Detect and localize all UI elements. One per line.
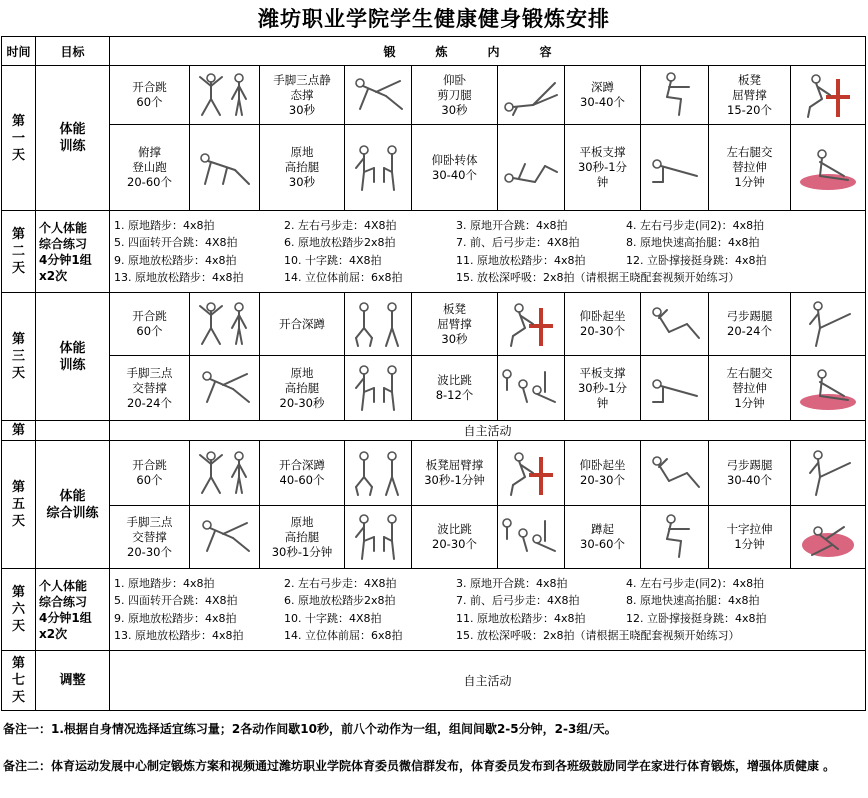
drill-item: 14. 立位体前屈：6x8拍 — [284, 271, 403, 284]
exercise-image — [498, 66, 565, 125]
day-label-d6: 第 六 天 — [2, 569, 36, 651]
plank-icon — [643, 142, 707, 194]
exercise-name: 板凳 屈臂撑 15-20个 — [709, 66, 791, 125]
exercise-image — [641, 356, 709, 421]
drill-line — [114, 627, 865, 645]
schedule-table — [1, 36, 866, 711]
drill-item: 14. 立位体前屈：6x8拍 — [284, 629, 403, 642]
exercise-image — [345, 356, 412, 421]
day-label-d4: 第 — [2, 421, 36, 441]
squat-icon — [643, 69, 707, 121]
exercise-name: 开合跳 60个 — [110, 441, 190, 506]
exercise-image — [498, 356, 565, 421]
goal-d4 — [36, 421, 110, 441]
exercise-name: 仰卧转体 30-40个 — [412, 125, 498, 211]
exercise-image — [498, 506, 565, 569]
exercise-name: 开合跳 60个 — [110, 66, 190, 125]
free-activity: 自主活动 — [110, 651, 866, 711]
three-point-plank-icon — [346, 69, 410, 121]
exercise-name: 开合深蹲 — [260, 293, 345, 356]
supine-twist-icon — [499, 142, 563, 194]
exercise-image — [345, 293, 412, 356]
exercise-image — [791, 441, 866, 506]
exercise-name: 左右腿交 替拉伸 1分钟 — [709, 125, 791, 211]
drill-item: 1. 原地踏步：4x8拍 — [114, 218, 215, 232]
drill-item: 15. 放松深呼吸：2x8拍（请根据王晓配套视频开始练习） — [456, 271, 740, 284]
drill-item: 7. 前、后弓步走：4X8拍 — [456, 236, 580, 249]
exercise-image — [190, 66, 260, 125]
exercise-name: 仰卧 剪刀腿 30秒 — [412, 66, 498, 125]
drill-list — [110, 211, 866, 293]
drill-line: 1. 原地踏步：4x8拍 2. 左右弓步走：4X8拍 3. 原地开合跳：4x8拍 4. 左右弓步走(同2)：4x8拍 — [114, 575, 865, 593]
table-row — [2, 651, 866, 711]
drill-item: 2. 左右弓步走：4X8拍 — [284, 218, 397, 232]
exercise-name: 板凳屈臂撑 30秒-1分钟 — [412, 441, 498, 506]
exercise-image — [345, 66, 412, 125]
drill-item: 6. 原地放松踏步2x8拍 — [284, 594, 396, 607]
jump-squat-icon — [346, 298, 410, 350]
exercise-name: 手脚三点 交替撑 20-30个 — [110, 506, 190, 569]
exercise-name: 波比跳 8-12个 — [412, 356, 498, 421]
exercise-name: 波比跳 20-30个 — [412, 506, 498, 569]
exercise-image — [641, 66, 709, 125]
day-label-d2: 第 二 天 — [2, 211, 36, 293]
drill-line: 1. 原地踏步：4x8拍 2. 左右弓步走：4X8拍 3. 原地开合跳：4x8拍 4. 左右弓步走(同2)：4x8拍 — [114, 217, 865, 235]
goal-d1: 体能 训练 — [36, 66, 110, 211]
exercise-image — [641, 441, 709, 506]
jumping-jack-icon — [193, 69, 257, 121]
drill-item: 15. 放松深呼吸：2x8拍（请根据王晓配套视频开始练习） — [456, 629, 740, 642]
exercise-image — [641, 506, 709, 569]
note-two: 备注二：体育运动发展中心制定锻炼方案和视频通过潍坊职业学院体育委员微信群发布，体育委员发布到各班级鼓励同学在家进行体育锻炼，增强体质健康 。 — [3, 759, 836, 773]
high-knees-icon — [346, 362, 410, 414]
goal-d3: 体能 训练 — [36, 293, 110, 421]
exercise-image — [190, 441, 260, 506]
bench-dip-icon — [796, 69, 860, 121]
table-row — [2, 211, 866, 293]
exercise-name: 仰卧起坐 20-30个 — [565, 293, 641, 356]
drill-item: 5. 四面转开合跳：4X8拍 — [114, 236, 238, 249]
table-row — [2, 421, 866, 441]
leg-stretch-icon — [796, 142, 860, 194]
exercise-name: 深蹲 30-40个 — [565, 66, 641, 125]
day-label-d7: 第 七 天 — [2, 651, 36, 711]
sit-up-icon — [643, 298, 707, 350]
lunge-kick-icon — [796, 298, 860, 350]
goal-d2: 个人体能 综合练习 4分钟1组 x2次 — [36, 211, 110, 293]
exercise-image — [190, 356, 260, 421]
exercise-name: 弓步踢腿 30-40个 — [709, 441, 791, 506]
table-row — [2, 125, 866, 211]
jump-squat-icon — [346, 447, 410, 499]
note-one: 备注一：1.根据自身情况选择适宜练习量；2各动作间歇10秒，前八个动作为一组，组间间歇2-5分钟，2-3组/天。 — [3, 722, 617, 736]
goal-d5: 体能 综合训练 — [36, 441, 110, 569]
exercise-name: 蹲起 30-60个 — [565, 506, 641, 569]
lunge-kick-icon — [796, 447, 860, 499]
day-label-d3: 第 三 天 — [2, 293, 36, 421]
jumping-jack-icon — [193, 298, 257, 350]
exercise-name: 开合跳 60个 — [110, 293, 190, 356]
drill-line: 5. 四面转开合跳：4X8拍 6. 原地放松踏步2x8拍 7. 前、后弓步走：4X8拍 8. 原地快速高抬腿：4x8拍 — [114, 234, 865, 252]
page-title: 潍坊职业学院学生健康健身锻炼安排 — [258, 7, 610, 31]
exercise-image — [791, 356, 866, 421]
table-row — [2, 569, 866, 651]
exercise-name: 手脚三点 交替撑 20-24个 — [110, 356, 190, 421]
drill-item: 11. 原地放松踏步：4x8拍 — [456, 253, 586, 267]
drill-item: 3. 原地开合跳：4x8拍 — [456, 576, 568, 590]
drill-line: 5. 四面转开合跳：4X8拍 6. 原地放松踏步2x8拍 7. 前、后弓步走：4X8拍 8. 原地快速高抬腿：4x8拍 — [114, 592, 865, 610]
high-knees-icon — [346, 142, 410, 194]
drill-item: 9. 原地放松踏步：4x8拍 — [114, 611, 237, 625]
header-content: 锻炼内容 — [110, 37, 866, 66]
goal-d6: 个人体能 综合练习 4分钟1组 x2次 — [36, 569, 110, 651]
drill-line: 9. 原地放松踏步：4x8拍 10. 十字跳：4X8拍 11. 原地放松踏步：4x8拍 12. 立卧撑接挺身跳：4x8拍 — [114, 610, 865, 628]
drill-item: 1. 原地踏步：4x8拍 — [114, 576, 215, 590]
drill-item: 2. 左右弓步走：4X8拍 — [284, 576, 397, 590]
exercise-image — [345, 125, 412, 211]
exercise-name: 原地 高抬腿 30秒-1分钟 — [260, 506, 345, 569]
three-point-plank-icon — [193, 511, 257, 563]
exercise-image — [791, 506, 866, 569]
exercise-image — [498, 293, 565, 356]
exercise-name: 弓步踢腿 20-24个 — [709, 293, 791, 356]
exercise-name: 手脚三点静 态撑 30秒 — [260, 66, 345, 125]
exercise-image — [791, 293, 866, 356]
squat-icon — [643, 511, 707, 563]
exercise-image — [190, 293, 260, 356]
mountain-climber-icon — [193, 142, 257, 194]
plank-icon — [643, 362, 707, 414]
table-row — [2, 356, 866, 421]
drill-item: 11. 原地放松踏步：4x8拍 — [456, 611, 586, 625]
exercise-name: 左右腿交 替拉伸 1分钟 — [709, 356, 791, 421]
three-point-plank-icon — [193, 362, 257, 414]
drill-item: 6. 原地放松踏步2x8拍 — [284, 236, 396, 249]
exercise-name: 开合深蹲 40-60个 — [260, 441, 345, 506]
exercise-image — [641, 125, 709, 211]
drill-item: 3. 原地开合跳：4x8拍 — [456, 218, 568, 232]
sit-up-icon — [643, 447, 707, 499]
exercise-image — [498, 125, 565, 211]
header-goal: 目标 — [36, 37, 110, 66]
table-row — [2, 506, 866, 569]
drill-item: 5. 四面转开合跳：4X8拍 — [114, 594, 238, 607]
exercise-image — [498, 441, 565, 506]
header-time: 时间 — [2, 37, 36, 66]
exercise-name: 板凳 屈臂撑 30秒 — [412, 293, 498, 356]
leg-stretch-icon — [796, 362, 860, 414]
exercise-name: 原地 高抬腿 30秒 — [260, 125, 345, 211]
drill-item: 9. 原地放松踏步：4x8拍 — [114, 253, 237, 267]
burpee-icon — [499, 362, 563, 414]
free-activity: 自主活动 — [110, 421, 866, 441]
scissor-kick-icon — [499, 69, 563, 121]
table-row — [2, 293, 866, 356]
day-label-d5: 第 五 天 — [2, 441, 36, 569]
exercise-name: 原地 高抬腿 20-30秒 — [260, 356, 345, 421]
exercise-image — [190, 506, 260, 569]
day-label-d1: 第 一 天 — [2, 66, 36, 211]
bench-dip-icon — [499, 447, 563, 499]
exercise-image — [791, 125, 866, 211]
exercise-name: 平板支撑 30秒-1分 钟 — [565, 125, 641, 211]
goal-d7: 调整 — [36, 651, 110, 711]
drill-item: 13. 原地放松踏步：4x8拍 — [114, 271, 244, 284]
exercise-image — [345, 441, 412, 506]
exercise-image — [345, 506, 412, 569]
cross-stretch-icon — [796, 511, 860, 563]
table-row — [2, 441, 866, 506]
bench-dip-icon — [499, 298, 563, 350]
table-row — [2, 66, 866, 125]
exercise-image — [190, 125, 260, 211]
exercise-image — [791, 66, 866, 125]
exercise-name: 俯撑 登山跑 20-60个 — [110, 125, 190, 211]
exercise-image — [641, 293, 709, 356]
burpee-icon — [499, 511, 563, 563]
drill-line — [114, 269, 865, 287]
exercise-name: 平板支撑 30秒-1分 钟 — [565, 356, 641, 421]
exercise-name: 仰卧起坐 20-30个 — [565, 441, 641, 506]
drill-item: 10. 十字跳：4X8拍 — [284, 253, 382, 267]
drill-item: 7. 前、后弓步走：4X8拍 — [456, 594, 580, 607]
drill-item: 13. 原地放松踏步：4x8拍 — [114, 629, 244, 642]
drill-list — [110, 569, 866, 651]
drill-item: 10. 十字跳：4X8拍 — [284, 611, 382, 625]
drill-line: 9. 原地放松踏步：4x8拍 10. 十字跳：4X8拍 11. 原地放松踏步：4x8拍 12. 立卧撑接挺身跳：4x8拍 — [114, 252, 865, 270]
high-knees-icon — [346, 511, 410, 563]
exercise-name: 十字拉伸 1分钟 — [709, 506, 791, 569]
jumping-jack-icon — [193, 447, 257, 499]
